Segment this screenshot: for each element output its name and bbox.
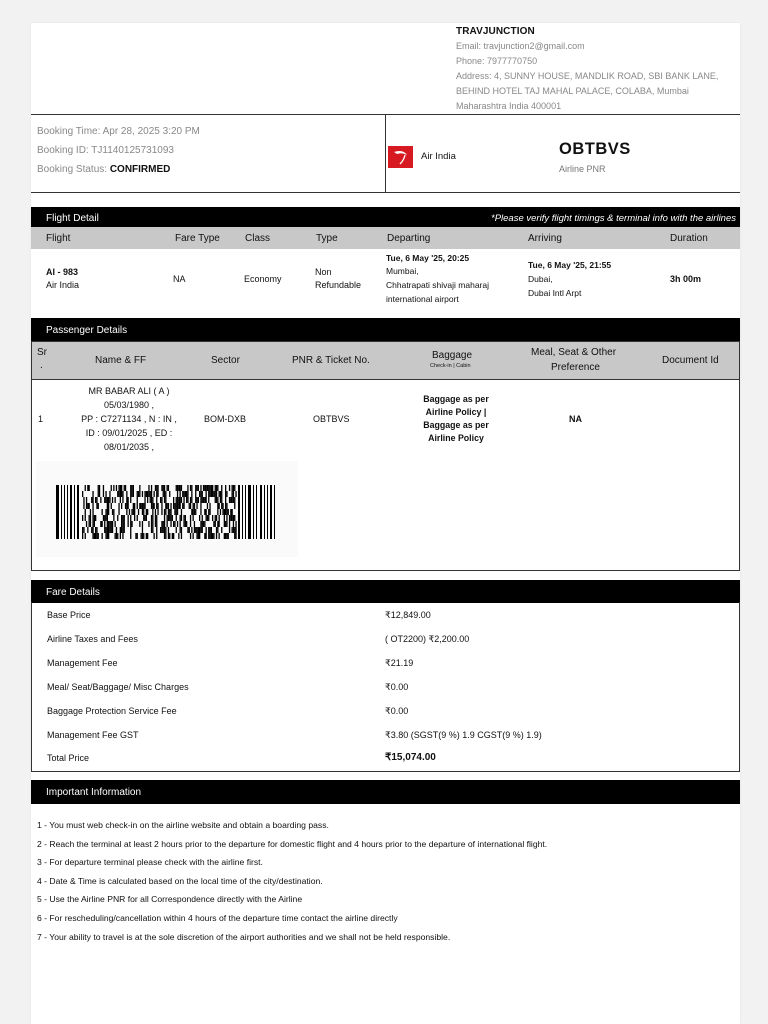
total-price-value: ₹15,074.00: [385, 752, 436, 763]
airline-pnr: OBTBVS: [559, 140, 631, 158]
fare-label: Airline Taxes and Fees: [47, 634, 138, 644]
col-type: Type: [316, 233, 338, 244]
passenger-passport: PP : C7271134 , N : IN ,: [81, 414, 177, 424]
meal-preference: NA: [569, 414, 582, 424]
barcode-panel: [36, 461, 298, 557]
departure-time: Tue, 6 May '25, 20:25: [386, 253, 470, 263]
arrival-airport: Dubai Intl Arpt: [528, 288, 582, 298]
flight-table-header: [31, 227, 740, 249]
col-flight: Flight: [46, 233, 71, 244]
important-info-title: Important Information: [46, 787, 142, 798]
fare-label: Management Fee GST: [47, 730, 139, 740]
passenger-sr: 1: [38, 414, 44, 424]
col-arriving: Arriving: [528, 233, 562, 244]
col-sr-dot: .: [40, 360, 43, 371]
company-address-line3: Maharashtra India 400001: [456, 101, 562, 111]
col-meal-line1: Meal, Seat & Other: [531, 347, 617, 358]
baggage-line1: Baggage as per: [423, 394, 489, 404]
info-item: 3 - For departure terminal please check with the airline first.: [37, 857, 263, 867]
info-item: 7 - Your ability to travel is at the sole discretion of the airport authorities and we shall not be held responsible.: [37, 932, 451, 942]
col-baggage-sub: Check-in | Cabin: [430, 363, 471, 369]
fare-value: ₹0.00: [385, 682, 409, 692]
col-fare-type: Fare Type: [175, 233, 220, 244]
ticket-page: [31, 23, 740, 1024]
col-sr: Sr: [37, 347, 47, 358]
company-address-line1: Address: 4, SUNNY HOUSE, MANDLIK ROAD, SBI BANK LANE,: [456, 71, 719, 81]
flight-detail-bar: [31, 207, 740, 227]
fare-value: ₹12,849.00: [385, 610, 431, 620]
col-name-ff: Name & FF: [95, 355, 147, 366]
booking-id: Booking ID: TJ1140125731093: [37, 145, 174, 156]
col-departing: Departing: [387, 233, 431, 244]
divider: [31, 192, 740, 193]
important-info-bar: [31, 780, 740, 804]
col-pnr-ticket: PNR & Ticket No.: [292, 355, 370, 366]
company-address-line2: BEHIND HOTEL TAJ MAHAL PALACE, COLABA, Mumbai: [456, 86, 689, 96]
fare-details-bar: [31, 580, 740, 603]
booking-status-value: CONFIRMED: [109, 164, 171, 175]
baggage-line3: Baggage as per: [423, 420, 489, 430]
air-india-logo-icon: [388, 146, 413, 168]
fare-value: ₹0.00: [385, 706, 409, 716]
col-document-id: Document Id: [662, 355, 719, 366]
booking-status: [37, 164, 170, 175]
passenger-expiry-date: 08/01/2035 ,: [103, 442, 155, 452]
info-item: 1 - You must web check-in on the airline website and obtain a boarding pass.: [37, 820, 329, 830]
passenger-details-bar: [31, 318, 740, 341]
booking-status-label: Booking Status:: [37, 164, 110, 175]
airline-name: Air India: [421, 151, 456, 162]
fare-type: NA: [173, 274, 186, 284]
company-phone: Phone: 7977770750: [456, 56, 538, 66]
company-name: TRAVJUNCTION: [456, 26, 535, 37]
passenger-name: MR BABAR ALI ( A ): [88, 386, 170, 396]
ticket-type-line2: Refundable: [315, 280, 362, 290]
departure-airport-line2: international airport: [386, 294, 459, 304]
passenger-table-header: [32, 342, 739, 380]
info-item: 2 - Reach the terminal at least 2 hours prior to the departure for domestic flight and 4 hours prior to the departure of international flight.: [37, 839, 548, 849]
total-price-label: Total Price: [47, 753, 90, 763]
fare-label: Management Fee: [47, 658, 118, 668]
flight-detail-title: Flight Detail: [46, 213, 99, 224]
passenger-pnr: OBTBVS: [313, 414, 350, 424]
fare-value: ₹3.80 (SGST(9 %) 1.9 CGST(9 %) 1.9): [385, 730, 542, 740]
arrival-time: Tue, 6 May '25, 21:55: [528, 260, 612, 270]
col-meal-line2: Preference: [551, 362, 600, 373]
airline-pnr-label: Airline PNR: [559, 164, 606, 174]
col-baggage: Baggage: [432, 350, 473, 361]
fare-value: ₹21.19: [385, 658, 414, 668]
passenger-dob: 05/03/1980 ,: [103, 400, 155, 410]
col-duration: Duration: [670, 233, 708, 244]
flight-airline: Air India: [46, 280, 80, 290]
info-item: 5 - Use the Airline PNR for all Correspondence directly with the Airline: [37, 894, 303, 904]
ticket-type-line1: Non: [315, 267, 332, 277]
fare-details-title: Fare Details: [46, 587, 100, 598]
fare-value: ( OT2200) ₹2,200.00: [385, 634, 470, 644]
col-sector: Sector: [211, 355, 240, 366]
baggage-line2: Airline Policy |: [425, 407, 487, 417]
baggage-line4: Airline Policy: [428, 433, 484, 443]
flight-detail-note: *Please verify flight timings & terminal info with the airlines: [491, 213, 736, 224]
passenger-issue-date: ID : 09/01/2025 , ED :: [85, 428, 173, 438]
arrival-city: Dubai,: [528, 274, 553, 284]
divider: [385, 114, 386, 193]
flight-duration: 3h 00m: [670, 274, 702, 284]
passenger-details-title: Passenger Details: [46, 325, 128, 336]
info-item: 4 - Date & Time is calculated based on the local time of the city/destination.: [37, 876, 323, 886]
flight-number: AI - 983: [46, 267, 79, 277]
info-item: 6 - For rescheduling/cancellation within 4 hours of the departure time contact the airline directly: [37, 913, 398, 923]
departure-city: Mumbai,: [386, 266, 419, 276]
booking-time: Booking Time: Apr 28, 2025 3:20 PM: [37, 126, 200, 137]
fare-label: Baggage Protection Service Fee: [47, 706, 177, 716]
fare-label: Base Price: [47, 610, 91, 620]
passenger-sector: BOM-DXB: [204, 414, 247, 424]
col-class: Class: [245, 233, 271, 244]
cabin-class: Economy: [244, 274, 282, 284]
boarding-barcode: [36, 461, 298, 557]
fare-label: Meal/ Seat/Baggage/ Misc Charges: [47, 682, 189, 692]
company-email: Email: travjunction2@gmail.com: [456, 41, 585, 51]
departure-airport-line1: Chhatrapati shivaji maharaj: [386, 280, 489, 290]
